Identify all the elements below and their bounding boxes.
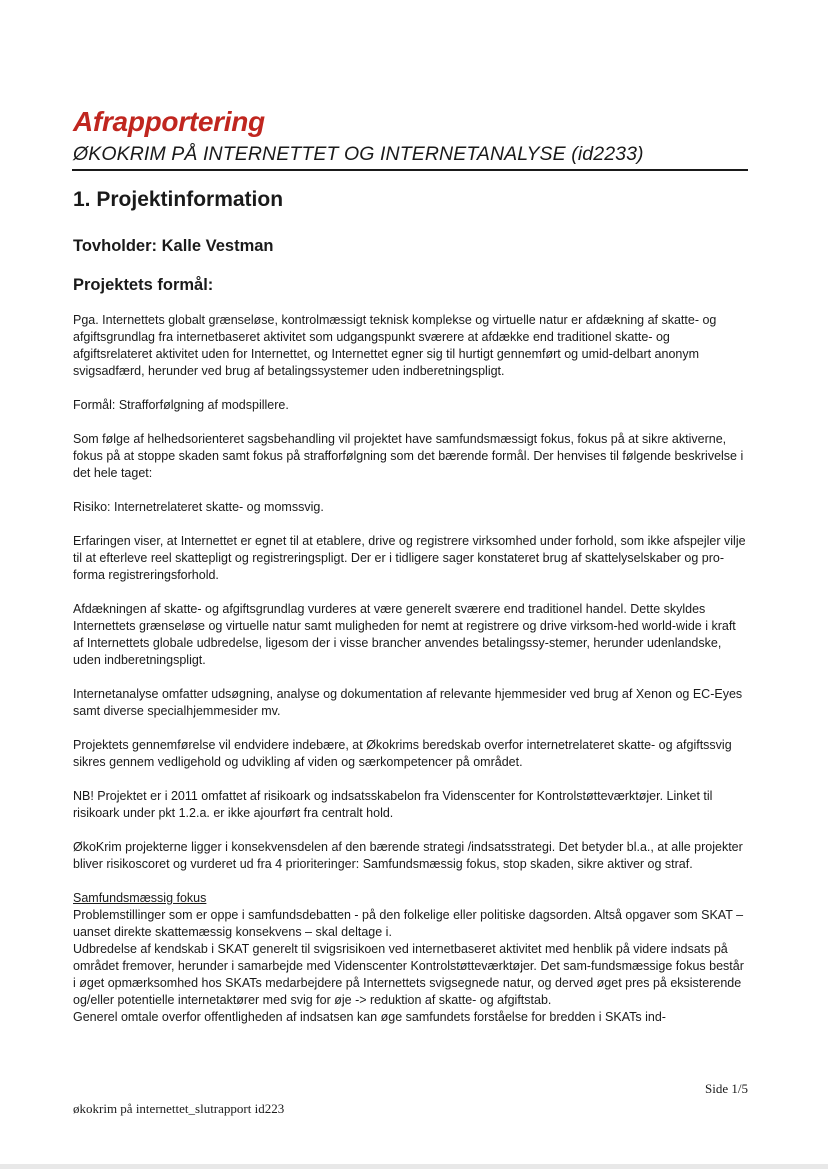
paragraph-risk: Risiko: Internetrelateret skatte- og momssvig. xyxy=(73,500,324,514)
paragraph-preparedness: Projektets gennemførelse vil endvidere indebære, at Økokrims beredskab overfor internetrelateret skatte- og afgiftssvig sikres gennem vedligehold og udvikling af viden og særkompetencer på området. xyxy=(73,738,732,769)
title-divider xyxy=(72,169,748,171)
paragraph-strategy: ØkoKrim projekterne ligger i konsekvensdelen af den bærende strategi /indsatsstrategi. Det betyder bl.a., at alle projekter bliver risikoscoret og vurderet ud fra 4 prioriteringer: Samfundsmæssig fokus, stop skaden, sikre aktiver og straf. xyxy=(73,840,743,871)
scan-edge xyxy=(0,1164,828,1169)
focus-line-debate: Problemstillinger som er oppe i samfundsdebatten - på den folkelige eller politiske dagsorden. Altså opgaver som SKAT – uanset direkte skattemæssig konsekvens – skal deltage i. xyxy=(73,908,744,939)
paragraph-detection: Afdækningen af skatte- og afgiftsgrundlag vurderes at være generelt sværere end traditionel handel. Dette skyldes Internettets grænseløse og virtuelle natur samt muligheden for nemt at registrere og drive virksom-hed world-wide i kraft af Internettets globale udbredelse, ligesom der i visse brancher anvendes betalingssy-stemer, herunder udenlandske, uden indberetningspligt. xyxy=(73,602,736,667)
paragraph-experience: Erfaringen viser, at Internettet er egnet til at etablere, drive og registrere virksomhed under forhold, som ikke afspejler vilje til at efterleve reel skattepligt og registreringspligt. Der er i tidligere sager konstateret brug af skattelyselskaber og pro-forma registreringsforhold. xyxy=(73,534,746,582)
purpose-heading: Projektets formål: xyxy=(73,276,214,294)
page-number: Side 1/5 xyxy=(705,1081,748,1096)
report-title: Afrapportering xyxy=(73,106,265,137)
section-heading: 1. Projektinformation xyxy=(73,188,284,211)
paragraph-case-handling: Som følge af helhedsorienteret sagsbehandling vil projektet have samfundsmæssigt fokus, fokus på at sikre aktiverne, fokus på at stoppe skaden samt fokus på strafforfølgning som det bærende formål. Der henvises til følgende beskrivelse i det hele taget: xyxy=(73,432,744,480)
footer-filename: økokrim på internettet_slutrapport id223 xyxy=(73,1101,285,1116)
paragraph-background: Pga. Internettets globalt grænseløse, kontrolmæssigt teknisk komplekse og virtuelle natur er afdækning af skatte- og afgiftsgrundlag fra internetbaseret aktivitet som udgangspunkt sværere at afdække end traditionel skatte- og afgiftsrelateret aktivitet uden for Internettet, og Internettet egner sig til hurtigt gennemført og umid-delbart anonym svigsadfærd, herunder ved brug af betalingssystemer uden indberetningspligt. xyxy=(73,313,717,378)
focus-line-awareness: Udbredelse af kendskab i SKAT generelt til svigsrisikoen ved internetbaseret aktivitet med henblik på videre indsats på området fremover, herunder i samarbejde med Videnscenter Kontrolstøtteværktøjer. Det sam-fundsmæssige fokus består i øget opmærksomhed hos SKATs medarbejdere på Internettets svigsegnede natur, og derved øget pres på eksisterende og/eller potentielle internetaktører med svig for øje -> reduktion af skatte- og afgiftstab. xyxy=(73,942,744,1007)
focus-heading: Samfundsmæssig fokus xyxy=(73,891,207,905)
project-owner: Tovholder: Kalle Vestman xyxy=(73,237,274,255)
focus-line-publicity: Generel omtale overfor offentligheden af indsatsen kan øge samfundets forståelse for bredden i SKATs ind- xyxy=(73,1010,666,1024)
body-text xyxy=(73,312,749,1026)
paragraph-purpose: Formål: Strafforfølgning af modspillere. xyxy=(73,398,289,412)
paragraph-nb-note: NB! Projektet er i 2011 omfattet af risikoark og indsatsskabelon fra Videnscenter for Kontrolstøtteværktøjer. Linket til risikoark under pkt 1.2.a. er ikke ajourført fra centralt hold. xyxy=(73,789,713,820)
paragraph-internet-analysis: Internetanalyse omfatter udsøgning, analyse og dokumentation af relevante hjemmesider ved brug af Xenon og EC-Eyes samt diverse specialhjemmesider mv. xyxy=(73,687,743,718)
report-subtitle: ØKOKRIM PÅ INTERNETTET OG INTERNETANALYSE (id2233) xyxy=(73,143,644,165)
